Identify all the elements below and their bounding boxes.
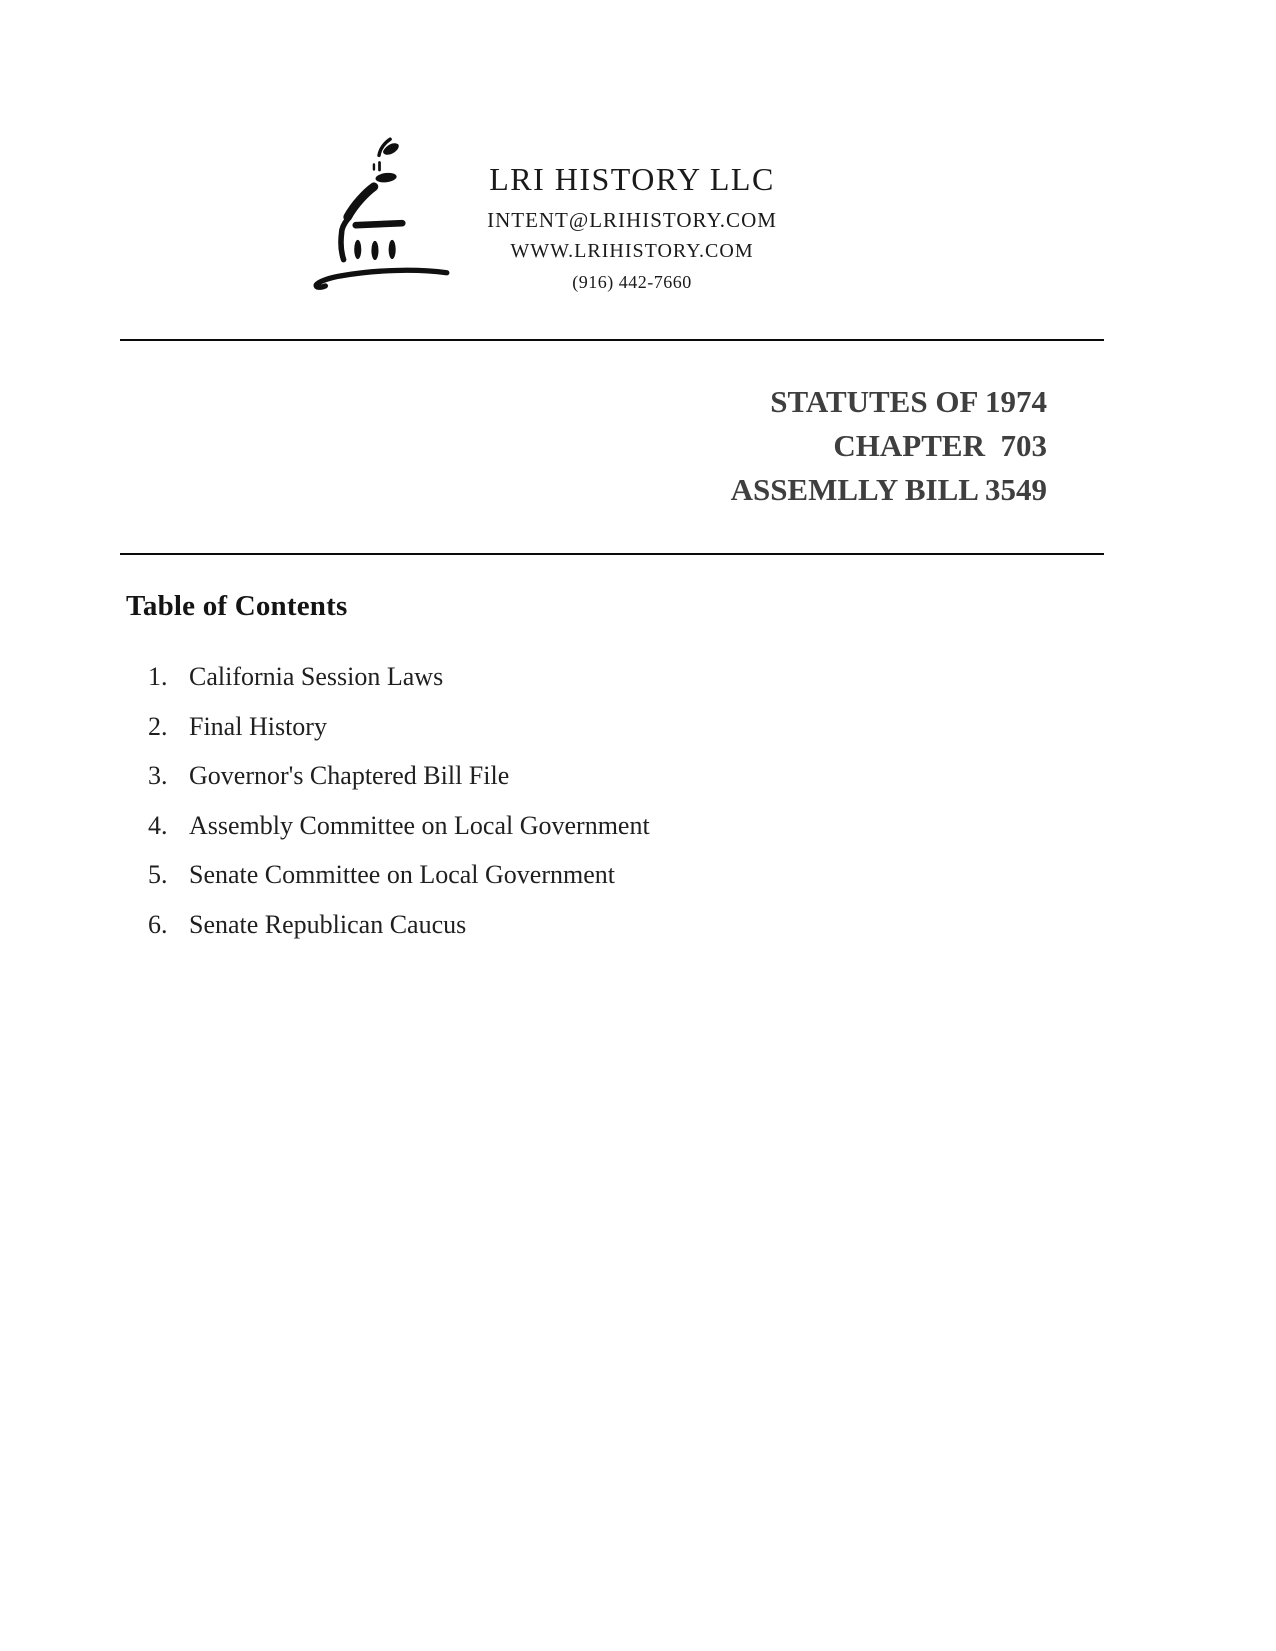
toc-item-number: 5. <box>148 860 168 889</box>
company-email: INTENT@LRIHISTORY.COM <box>487 208 777 232</box>
toc-item-label: Senate Republican Caucus <box>189 909 467 939</box>
toc-item-number: 2. <box>148 711 168 741</box>
toc-item-label: Senate Committee on Local Government <box>189 860 615 889</box>
toc-item-number: 3. <box>148 761 168 790</box>
assembly-bill-line: ASSEMLLY BILL 3549 <box>730 472 1047 507</box>
toc-item <box>148 900 848 950</box>
toc-item-label: Final History <box>189 711 327 741</box>
toc-item-label: Assembly Committee on Local Government <box>189 810 650 840</box>
toc-item <box>148 751 848 801</box>
toc-item-number: 6. <box>148 909 168 939</box>
toc-item-label: California Session Laws <box>189 662 444 691</box>
toc-item <box>148 801 848 851</box>
statutes-line: STATUTES OF 1974 <box>770 384 1047 419</box>
toc-item-number: 4. <box>148 810 168 840</box>
company-website: WWW.LRIHISTORY.COM <box>510 240 754 262</box>
toc-item <box>148 850 848 900</box>
toc-list <box>148 652 848 949</box>
toc-item-label: Governor's Chaptered Bill File <box>189 761 510 790</box>
toc-item-number: 1. <box>148 662 168 691</box>
toc-title: Table of Contents <box>126 590 348 622</box>
divider-bottom <box>120 553 1104 555</box>
divider-top <box>120 339 1104 341</box>
company-name: LRI HISTORY LLC <box>489 161 775 197</box>
reference-block <box>731 380 1047 512</box>
chapter-line: CHAPTER 703 <box>833 428 1047 463</box>
toc-item <box>148 702 848 752</box>
company-phone: (916) 442-7660 <box>572 272 692 292</box>
toc-item <box>148 652 848 702</box>
